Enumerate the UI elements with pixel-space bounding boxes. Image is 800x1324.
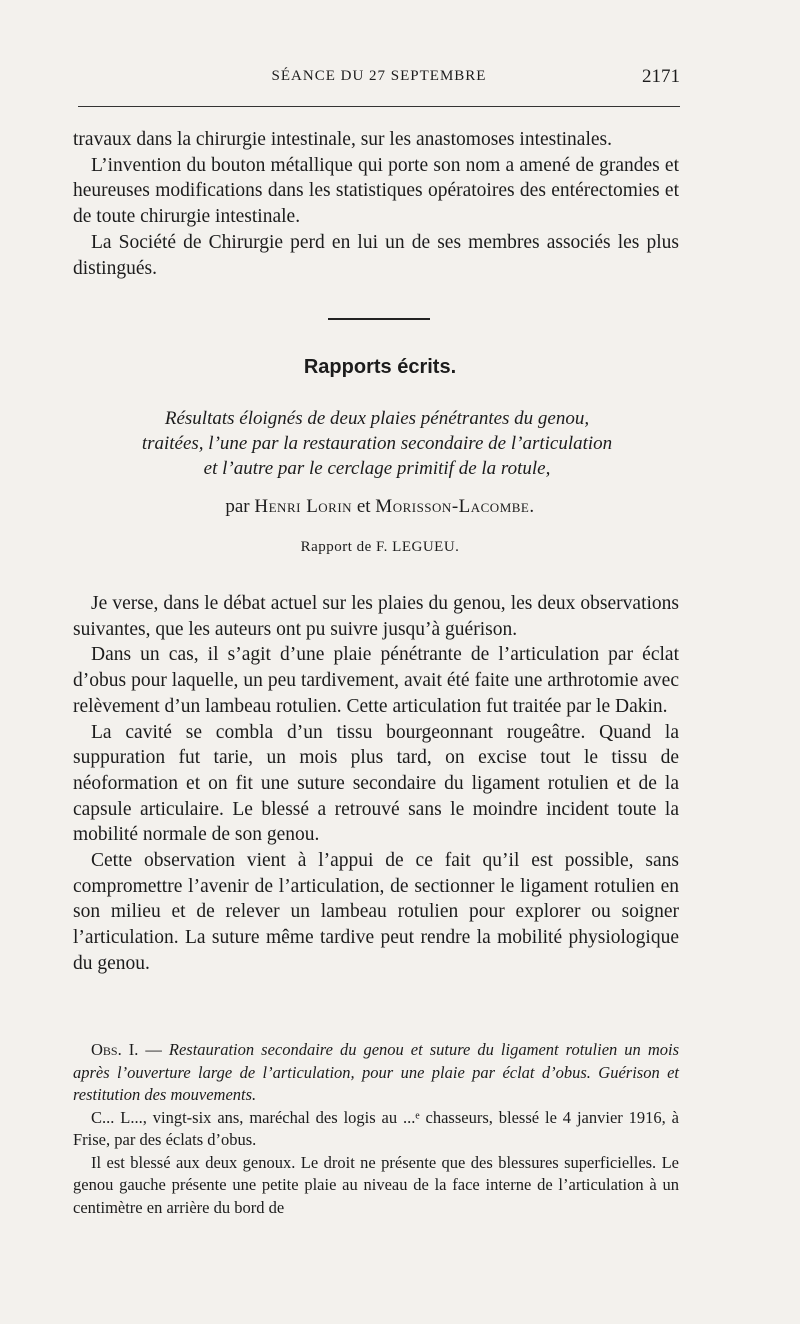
body-paragraph-1: Je verse, dans le débat actuel sur les plaies du genou, les deux observations suivantes, que les auteurs ont pu suivre jusqu’à guérison. — [73, 593, 679, 640]
intro-paragraph-1: travaux dans la chirurgie intestinale, sur les anastomoses intestinales. — [73, 129, 613, 150]
observation-paragraph-1: C... L..., vingt-six ans, maréchal des logis au ...ᵉ chasseurs, blessé le 4 janvier 1916, à Frise, par des éclats d’obus. — [73, 1107, 679, 1149]
article-title-line-1: Résultats éloignés de deux plaies pénétrantes du genou, — [164, 408, 590, 429]
and-word: et — [356, 496, 371, 517]
article-title — [74, 406, 680, 481]
author-1: Henri Lorin — [254, 496, 353, 517]
body-paragraph-3: La cavité se combla d’un tissu bourgeonnant rougeâtre. Quand la suppuration fut tarie, un mois plus tard, on excise tout le tissu de néoformation et on fit une suture secondaire du ligament rotulien et de la capsule articulaire. Le blessé a retrouvé sans le moindre incident toute la mobilité normale de son genou. — [73, 721, 679, 846]
article-authors — [0, 496, 760, 518]
by-word: par — [225, 496, 250, 517]
body-paragraph-4: Cette observation vient à l’appui de ce fait qu’il est possible, sans compromettre l’avenir de l’articulation, de sectionner le ligament rotulien en son milieu et de relever un lambeau rotulien pour explorer ou soigner l’articulation. La suture même tardive peut rendre la mobilité physiologique du genou. — [73, 850, 679, 974]
body-paragraph-2: Dans un cas, il s’agit d’une plaie pénétrante de l’articulation par éclat d’obus pour laquelle, un peu tardivement, avait été faite une arthrotomie avec relèvement d’un lambeau rotulien. Cette articulation fut traitée par le Dakin. — [73, 644, 679, 717]
section-title: Rapports écrits. — [303, 356, 457, 378]
page-number: 2171 — [642, 66, 680, 87]
article-title-line-3: et l’autre par le cerclage primitif de la rotule, — [203, 458, 551, 479]
observation-label: Obs. I. — — [91, 1040, 162, 1059]
observation-title: Restauration secondaire du genou et suture du ligament rotulien un mois après l’ouverture large de l’articulation, pour une plaie par éclat d’obus. Guérison et restitution des mouvements. — [73, 1040, 679, 1104]
report-body — [73, 591, 679, 977]
report-byline: Rapport de F. LEGUEU. — [300, 539, 460, 555]
observation-paragraph-2: Il est blessé aux deux genoux. Le droit ne présente que des blessures superficielles. Le genou gauche présente une petite plaie au niveau de la face interne de l’articulation à un centimètre en arrière du bord de — [73, 1152, 679, 1217]
intro-text — [73, 127, 679, 281]
page-header — [78, 66, 680, 90]
observation-section — [73, 1039, 679, 1219]
author-2: Morisson-Lacombe. — [375, 496, 535, 517]
article-title-line-2: traitées, l’une par la restauration secondaire de l’articulation — [141, 433, 613, 454]
running-title: SÉANCE DU 27 SEPTEMBRE — [271, 68, 487, 84]
header-rule — [78, 106, 680, 107]
intro-paragraph-2: L’invention du bouton métallique qui porte son nom a amené de grandes et heureuses modifications dans les statistiques opératoires des entérectomies et de toute chirurgie intestinale. — [73, 154, 679, 228]
section-divider — [328, 318, 430, 320]
intro-paragraph-3: La Société de Chirurgie perd en lui un de ses membres associés les plus distingués. — [73, 231, 679, 279]
observation-heading — [73, 1039, 679, 1107]
